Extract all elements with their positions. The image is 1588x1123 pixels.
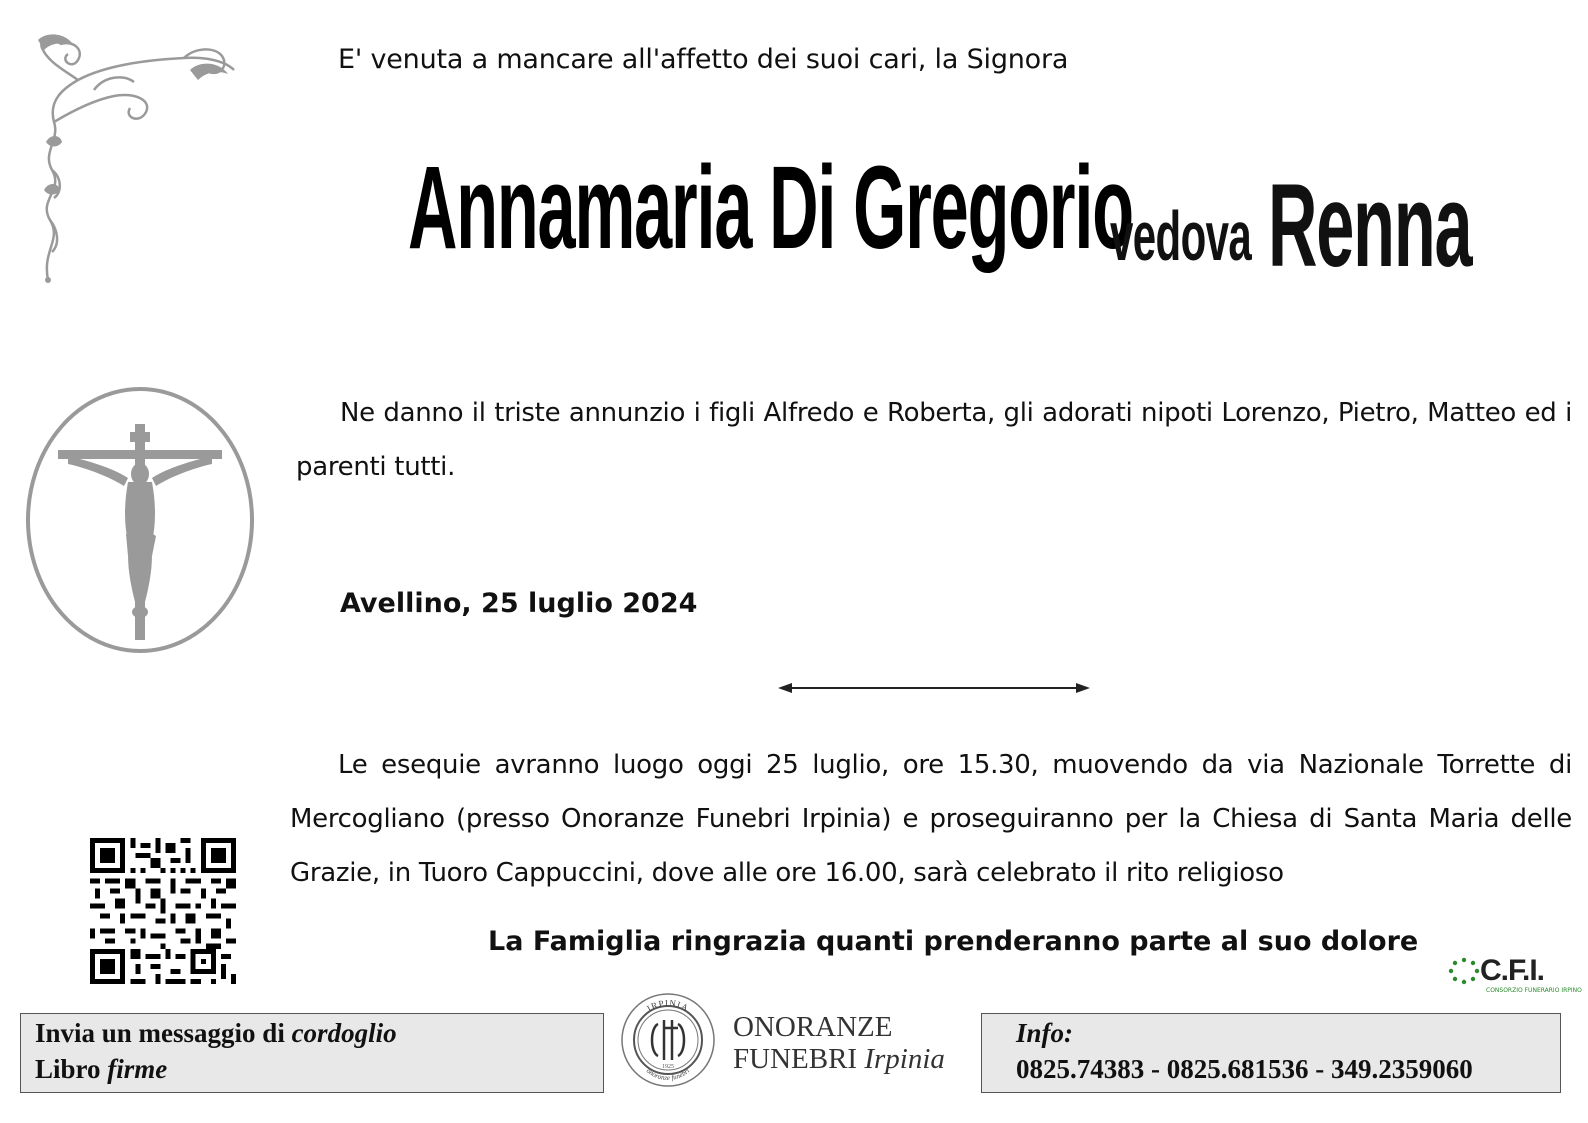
send-condolence-link[interactable]: Invia un messaggio di cordoglio — [35, 1018, 397, 1048]
seal-top-text: IRPINIA — [645, 997, 691, 1014]
seal-bottom-text: onoranze funebri — [644, 1066, 692, 1083]
info-label: Info: — [1016, 1018, 1074, 1048]
cfi-logo-icon — [1446, 956, 1482, 986]
crucifix-icon — [24, 384, 258, 656]
intro-text: E' venuta a mancare all'affetto dei suoi cari, la Signora — [338, 44, 1069, 75]
cfi-logo: C.F.I. — [1480, 954, 1545, 987]
funeral-home-name-line2: FUNEBRI Irpinia — [733, 1043, 945, 1075]
cfi-subtitle: CONSORZIO FUNERARIO IRPINO — [1486, 987, 1582, 994]
qr-code-icon[interactable] — [90, 838, 236, 984]
corner-ornament-icon — [34, 30, 244, 286]
svg-text:IRPINIA — [645, 998, 691, 1014]
seal-year: 1925 — [662, 1064, 674, 1070]
deceased-name: Annamaria Di Gregorio — [408, 142, 1133, 274]
funeral-details: Le esequie avranno luogo oggi 25 luglio, ore 15.30, muovendo da via Nazionale Torrette di Mercogliano (presso Onoranze Funebri Irpinia) e proseguiranno per la Chiesa di Santa Maria delle Grazie, in Tuoro Cappuccini, dove alle ore 16.00, sarà celebrato il rito religioso — [290, 750, 1572, 888]
name-connector: vedova — [1110, 197, 1252, 275]
date-place: Avellino, 25 luglio 2024 — [340, 588, 698, 619]
family-thanks: La Famiglia ringrazia quanti prenderanno parte al suo dolore — [488, 926, 1419, 957]
condolence-box[interactable] — [20, 1013, 604, 1093]
guestbook-link[interactable]: Libro firme — [35, 1054, 168, 1084]
deceased-married-surname: Renna — [1268, 160, 1472, 292]
funeral-home-seal-icon — [620, 992, 716, 1088]
info-box — [981, 1013, 1561, 1093]
phone-numbers[interactable]: 0825.74383 - 0825.681536 - 349.2359060 — [1016, 1054, 1473, 1084]
funeral-home-name-line1: ONORANZE — [733, 1011, 893, 1043]
divider-arrow-icon — [778, 680, 1090, 696]
family-announcement: Ne danno il triste annunzio i figli Alfredo e Roberta, gli adorati nipoti Lorenzo, Pietro, Matteo ed i parenti tutti. — [296, 398, 1572, 482]
